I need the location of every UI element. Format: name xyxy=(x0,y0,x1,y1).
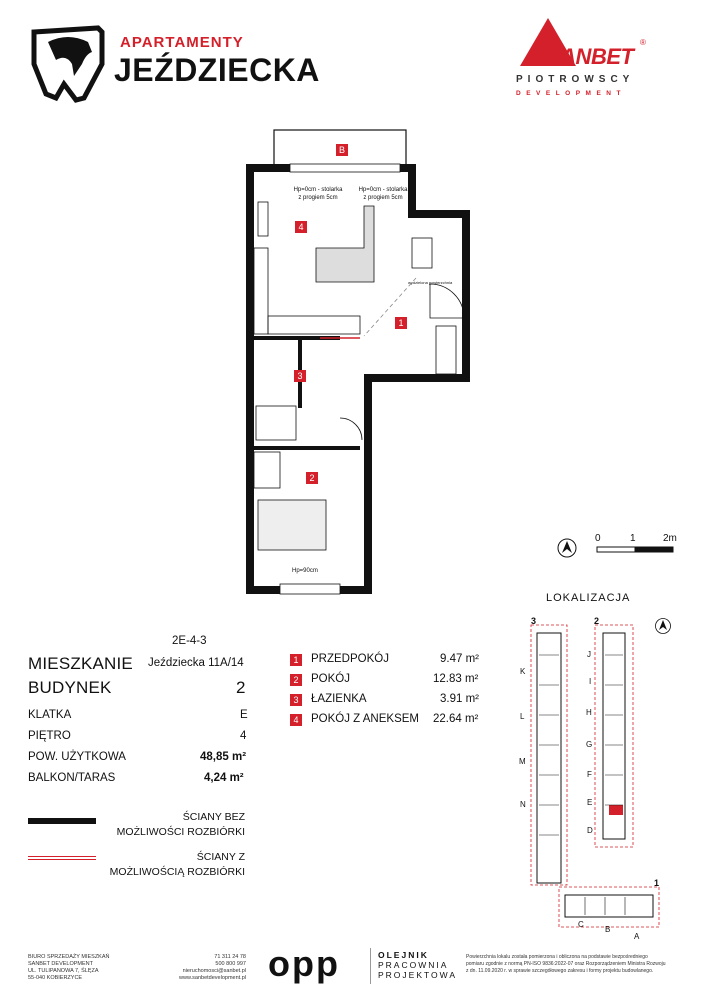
building-3-label: 3 xyxy=(531,616,537,626)
stair-label-n: N xyxy=(520,800,526,809)
room-name: POKÓJ xyxy=(311,673,350,685)
dresser xyxy=(254,452,280,488)
area-label: POW. UŻYTKOWA xyxy=(28,751,126,763)
contact-block xyxy=(148,954,246,982)
scale-bar xyxy=(596,545,676,555)
office-line-3: UL. TULIPANOWA 7, ŚLĘZA xyxy=(28,968,99,974)
legend-removable-wall-text xyxy=(100,850,245,880)
plan-marker-room-4: 4 xyxy=(295,221,307,233)
wardrobe xyxy=(436,326,456,374)
logo-top-text: APARTAMENTY xyxy=(120,34,244,51)
apartment-address: Jeździecka 11A/14 xyxy=(148,657,244,669)
room-number: 1 xyxy=(290,654,302,666)
opp-line-2: PRACOWNIA xyxy=(378,960,449,970)
legend-removable-wall-line xyxy=(28,856,96,860)
legend-removable-line2: MOŻLIWOŚCIĄ ROZBIÓRKI xyxy=(109,866,245,878)
room-number: 2 xyxy=(290,674,302,686)
entry-door xyxy=(430,284,464,318)
highlighted-apartment xyxy=(609,805,623,815)
stair-label-j: J xyxy=(587,650,591,659)
project-logo xyxy=(28,24,318,104)
kitchen-counter xyxy=(254,248,268,334)
room-row-2 xyxy=(290,672,490,692)
horse-head-icon xyxy=(28,24,108,104)
developer-logo xyxy=(510,16,660,106)
fridge xyxy=(258,202,268,236)
sales-office-block xyxy=(28,954,148,982)
room-row-4 xyxy=(290,712,490,732)
office-line-4: 55-040 KOBIERZYCE xyxy=(28,975,83,981)
sofa xyxy=(316,206,374,282)
plan-marker-room-2: 2 xyxy=(306,472,318,484)
balcony-door-left-note: Hp=0cm - stolarka z progiem 5cm xyxy=(293,187,343,201)
scale-label-1: 1 xyxy=(630,533,636,544)
brand-line2: PIOTROWSCY xyxy=(516,74,635,85)
website-link[interactable]: www.sanbetdevelopment.pl xyxy=(179,975,246,981)
footer-divider xyxy=(370,948,371,984)
opp-line-3: PROJEKTOWA xyxy=(378,970,458,980)
scale-label-0: 0 xyxy=(595,533,601,544)
stair-label-a: A xyxy=(634,932,640,941)
annex-note: wydzielona powierzchnia xyxy=(408,280,453,285)
bottom-window-note: Hp=90cm xyxy=(292,568,318,574)
balcony-value: 4,24 m² xyxy=(204,772,244,784)
stair-label: KLATKA xyxy=(28,709,72,721)
location-map xyxy=(525,615,665,935)
logo-main-text: JEŹDZIECKA xyxy=(114,52,320,88)
room-number: 3 xyxy=(290,694,302,706)
stair-label-l: L xyxy=(520,712,525,721)
stair-label-i: I xyxy=(589,677,592,686)
room-row-1 xyxy=(290,652,490,672)
email-link[interactable]: nieruchomosci@sanbet.pl xyxy=(182,968,246,974)
legend-fixed-line1: ŚCIANY BEZ xyxy=(182,811,245,823)
plan-marker-balcony: B xyxy=(336,144,348,156)
office-line-1: BIURO SPRZEDAŻY MIESZKAŃ xyxy=(28,954,110,960)
room-name: ŁAZIENKA xyxy=(311,693,367,705)
building-1-body xyxy=(565,895,653,917)
rooms-list xyxy=(290,652,490,732)
bathtub xyxy=(256,406,296,440)
note-line-3: z dn. 11.09.2020 r. w sprawie szczegółowego zakresu i formy projektu budowlanego. xyxy=(466,968,654,974)
registered-mark: ® xyxy=(640,38,646,47)
opp-logo: opp xyxy=(268,943,340,984)
office-line-2: SANBET DEVELOPMENT xyxy=(28,961,93,967)
building-value: 2 xyxy=(236,678,246,697)
dining-table xyxy=(412,238,432,268)
room-number: 4 xyxy=(290,714,302,726)
location-title: LOKALIZACJA xyxy=(546,592,631,604)
window-bottom xyxy=(280,584,340,594)
opp-text-block xyxy=(378,950,457,980)
bed xyxy=(258,500,326,550)
note-line-2: pomiaru zgodnie z normą PN-ISO 9836:2022-07 oraz Rozporządzeniem Ministra Rozwoju xyxy=(466,961,666,967)
stair-label-d: D xyxy=(587,826,593,835)
area-value: 48,85 m² xyxy=(200,751,247,763)
brand-name: SANBET xyxy=(546,44,634,69)
stair-label-k: K xyxy=(520,667,526,676)
stair-label-f: F xyxy=(587,770,592,779)
legend-fixed-wall-text xyxy=(100,810,245,840)
balcony-label: BALKON/TARAS xyxy=(28,772,116,784)
stair-label-c: C xyxy=(578,920,584,929)
building-2-label: 2 xyxy=(594,616,600,626)
annex-boundary xyxy=(364,278,416,336)
measurement-note xyxy=(466,954,691,975)
plan-marker-room-1: 1 xyxy=(395,317,407,329)
scale-label-2: 2m xyxy=(663,533,677,544)
room-area: 12.83 m² xyxy=(433,673,479,685)
room-area: 3.91 m² xyxy=(440,693,479,705)
interior-walls xyxy=(250,338,360,448)
phone-2: 500 800 997 xyxy=(215,961,246,967)
kitchen-counter-bottom xyxy=(268,316,360,334)
window-top xyxy=(290,164,400,172)
balcony-door-right-note: Hp=0cm - stolarka z progiem 5cm xyxy=(358,187,408,201)
stair-label-b: B xyxy=(605,925,611,934)
legend-removable-line1: ŚCIANY Z xyxy=(196,851,245,863)
note-line-1: Powierzchnia lokalu została pomierzona i obliczona na podstawie bezpośredniego xyxy=(466,954,648,960)
legend-fixed-wall-line xyxy=(28,818,96,824)
floor-value: 4 xyxy=(240,730,247,742)
opp-line-1: OLEJNIK xyxy=(378,950,429,960)
apartment-code: 2E-4-3 xyxy=(172,635,207,647)
building-1-label: 1 xyxy=(654,878,660,888)
stair-label-m: M xyxy=(519,757,526,766)
plan-marker-room-3: 3 xyxy=(294,370,306,382)
stair-label-h: H xyxy=(586,708,592,717)
room-door xyxy=(340,418,362,440)
room-row-3 xyxy=(290,692,490,712)
room-name: POKÓJ Z ANEKSEM xyxy=(311,713,419,725)
room-area: 9.47 m² xyxy=(440,653,479,665)
legend-fixed-line2: MOŻLIWOŚCI ROZBIÓRKI xyxy=(116,826,245,838)
stair-value: E xyxy=(240,709,248,721)
building-label: BUDYNEK xyxy=(28,678,112,697)
compass-icon xyxy=(556,537,578,559)
apartment-title: MIESZKANIE xyxy=(28,654,133,673)
stair-label-g: G xyxy=(586,740,593,749)
room-area: 22.64 m² xyxy=(433,713,479,725)
brand-line3: DEVELOPMENT xyxy=(516,90,626,97)
room-name: PRZEDPOKÓJ xyxy=(311,653,389,665)
floor-label: PIĘTRO xyxy=(28,730,71,742)
building-3-body xyxy=(537,633,561,883)
stair-label-e: E xyxy=(587,798,593,807)
phone-1: 71 311 24 78 xyxy=(214,954,246,960)
